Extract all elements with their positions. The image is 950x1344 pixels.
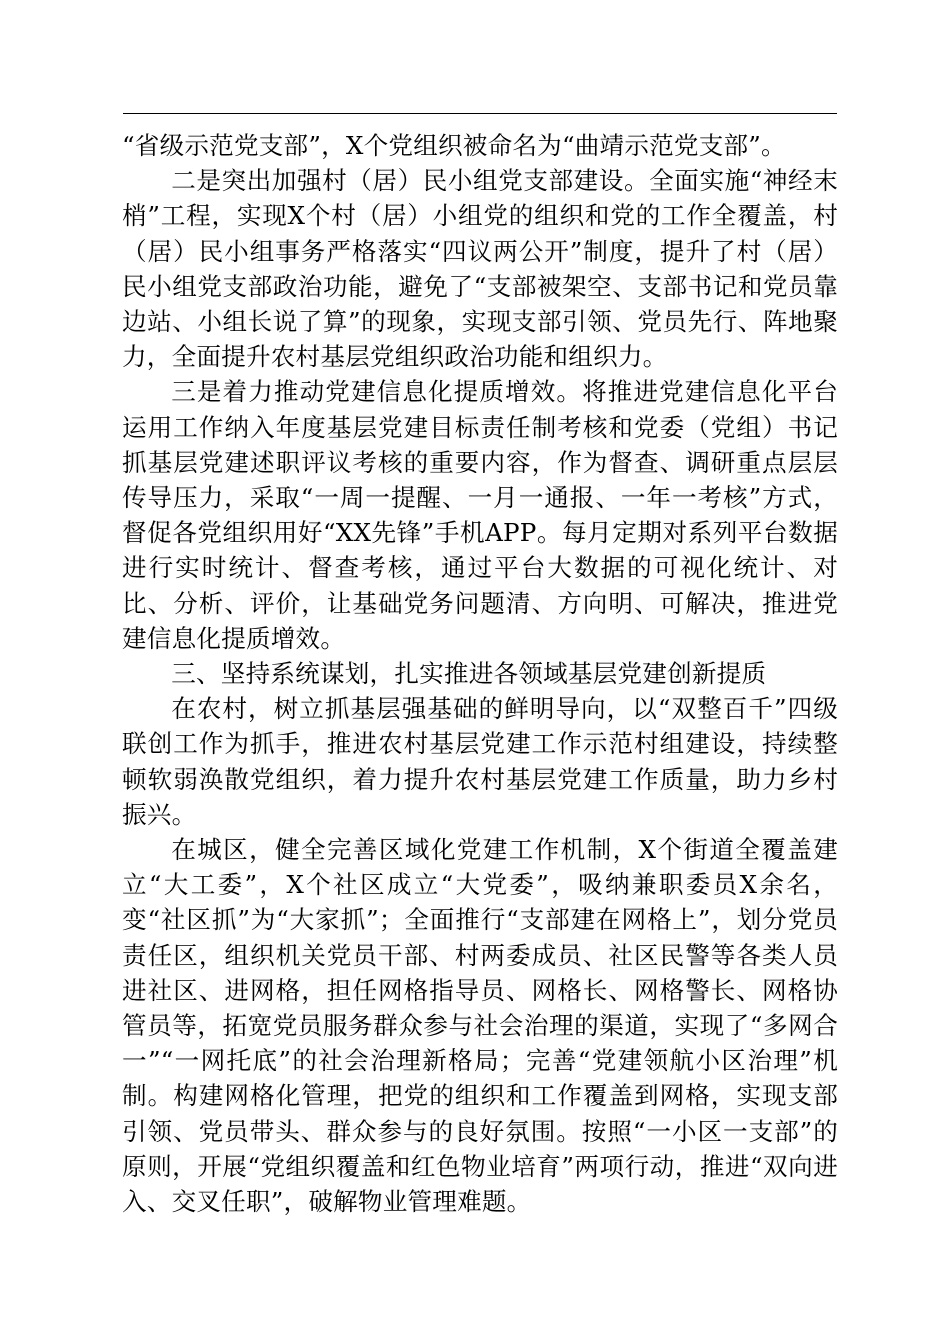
paragraph-village-group-branch: 二是突出加强村（居）民小组党支部建设。全面实施“神经末梢”工程，实现X个村（居）小组党的组织和党的工作全覆盖，村（居）民小组事务严格落实“四议两公开”制度，提升了村（居）民小组党支部政治功能，避免了“支部被架空、支部书记和党员靠边站、小组长说了算”的现象，实现支部引领、党员先行、阵地聚力，全面提升农村基层党组织政治功能和组织力。	[122, 166, 838, 372]
section-heading-three: 三、坚持系统谋划，扎实推进各领域基层党建创新提质	[171, 659, 767, 689]
paragraph-continuation: “省级示范党支部”，X个党组织被命名为“曲靖示范党支部”。	[122, 131, 786, 160]
header-rule	[123, 113, 837, 114]
paragraph-rural: 在农村，树立抓基层强基础的鲜明导向，以“双整百千”四级联创工作为抓手，推进农村基层党建工作示范村组建设，持续整顿软弱涣散党组织，着力提升农村基层党建工作质量，助力乡村振兴。	[122, 694, 838, 829]
paragraph-informatization: 三是着力推动党建信息化提质增效。将推进党建信息化平台运用工作纳入年度基层党建目标责任制考核和党委（党组）书记抓基层党建述职评议考核的重要内容，作为督查、调研重点层层传导压力，采取“一周一提醒、一月一通报、一年一考核”方式，督促各党组织用好“XX先锋”手机APP。每月定期对系列平台数据进行实时统计、督查考核，通过平台大数据的可视化统计、对比、分析、评价，让基础党务问题清、方向明、可解决，推进党建信息化提质增效。	[122, 377, 838, 653]
document-body	[122, 128, 838, 1219]
paragraph-urban: 在城区，健全完善区域化党建工作机制，X个街道全覆盖建立“大工委”，X个社区成立“大党委”，吸纳兼职委员X余名，变“社区抓”为“大家抓”；全面推行“支部建在网格上”，划分党员责任区，组织机关党员干部、村两委成员、社区民警等各类人员进社区、进网格，担任网格指导员、网格长、网格警长、网格协管员等，拓宽党员服务群众参与社会治理的渠道，实现了“多网合一”“一网托底”的社会治理新格局；完善“党建领航小区治理”机制。构建网格化管理，把党的组织和工作覆盖到网格，实现支部引领、党员带头、群众参与的良好氛围。按照“一小区一支部”的原则，开展“党组织覆盖和红色物业培育”两项行动，推进“双向进入、交叉任职”，破解物业管理难题。	[122, 835, 838, 1217]
